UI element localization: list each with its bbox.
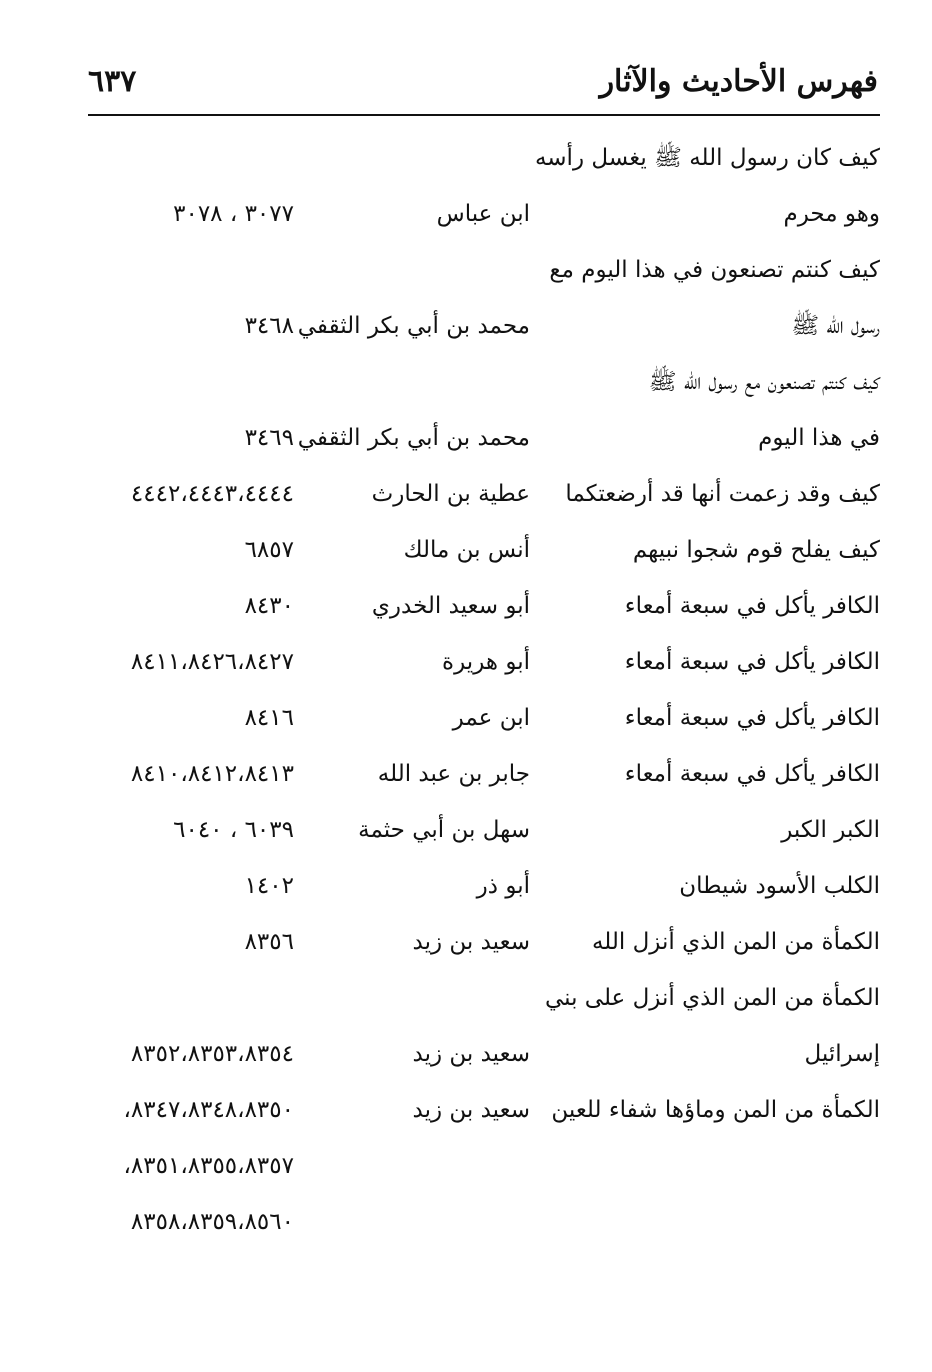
index-row: [0, 970, 932, 1026]
hadith-numbers: ٨٤١٦: [244, 705, 294, 731]
hadith-text: الكمأة من المن وماؤها شفاء للعين: [551, 1097, 880, 1123]
index-row: [0, 858, 932, 914]
index-row: [0, 410, 932, 466]
page-number: ٦٣٧: [88, 64, 137, 99]
hadith-text: كيف يفلح قوم شجوا نبيهم: [632, 537, 880, 563]
index-row: [0, 690, 932, 746]
hadith-numbers: ٨٤٣٠: [244, 593, 294, 619]
index-row: [0, 466, 932, 522]
narrator: أبو سعيد الخدري: [371, 593, 530, 619]
hadith-text: وهو محرم: [783, 201, 880, 227]
narrator: سعيد بن زيد: [412, 1041, 530, 1067]
hadith-numbers: ٣٠٧٧ ، ٣٠٧٨: [173, 201, 294, 227]
index-row: [0, 186, 932, 242]
index-row: [0, 1138, 932, 1194]
hadith-numbers: ٨٤١١،٨٤٢٦،٨٤٢٧: [130, 649, 294, 675]
hadith-numbers: ٣٤٦٨: [244, 313, 294, 339]
hadith-text: الكافر يأكل في سبعة أمعاء: [624, 705, 880, 731]
index-row: [0, 242, 932, 298]
narrator: أبو ذر: [476, 873, 530, 899]
hadith-text: الكافر يأكل في سبعة أمعاء: [624, 761, 880, 787]
hadith-text: رسول الله ﷺ: [791, 313, 880, 339]
index-row: [0, 1082, 932, 1138]
hadith-numbers: ١٤٠٢: [244, 873, 294, 899]
narrator: ابن عمر: [452, 705, 530, 731]
narrator: محمد بن أبي بكر الثقفي: [297, 313, 530, 339]
hadith-numbers: ٣٤٦٩: [244, 425, 294, 451]
hadith-numbers: ٨٣٥١،٨٣٥٥،٨٣٥٧،: [123, 1153, 294, 1179]
narrator: سهل بن أبي حثمة: [358, 817, 530, 843]
index-row: [0, 130, 932, 186]
index-row: [0, 354, 932, 410]
hadith-numbers: ٨٤١٠،٨٤١٢،٨٤١٣: [130, 761, 294, 787]
narrator: أبو هريرة: [442, 649, 530, 675]
index-row: [0, 746, 932, 802]
hadith-text: الكافر يأكل في سبعة أمعاء: [624, 593, 880, 619]
index-row: [0, 298, 932, 354]
index-row: [0, 914, 932, 970]
page-title: فهرس الأحاديث والآثار: [599, 64, 878, 99]
hadith-text: الكلب الأسود شيطان: [679, 873, 880, 899]
hadith-numbers: ٨٣٥٢،٨٣٥٣،٨٣٥٤: [130, 1041, 294, 1067]
index-row: [0, 802, 932, 858]
page-header: [88, 60, 878, 108]
index-row: [0, 1026, 932, 1082]
index-row: [0, 1194, 932, 1250]
narrator: أنس بن مالك: [403, 537, 530, 563]
hadith-text: كيف وقد زعمت أنها قد أرضعتكما: [565, 481, 880, 507]
narrator: محمد بن أبي بكر الثقفي: [297, 425, 530, 451]
index-row: [0, 578, 932, 634]
hadith-numbers: ٨٣٥٦: [244, 929, 294, 955]
hadith-text: الكمأة من المن الذي أنزل الله: [591, 929, 880, 955]
header-divider: [88, 114, 880, 116]
index-row: [0, 634, 932, 690]
narrator: ابن عباس: [436, 201, 530, 227]
hadith-text: كيف كنتم تصنعون في هذا اليوم مع: [549, 257, 880, 283]
narrator: جابر بن عبد الله: [377, 761, 530, 787]
index-row: [0, 522, 932, 578]
hadith-numbers: ٦٨٥٧: [244, 537, 294, 563]
narrator: سعيد بن زيد: [412, 1097, 530, 1123]
hadith-text: الكمأة من المن الذي أنزل على بني: [544, 985, 880, 1011]
hadith-text: كيف كنتم تصنعون مع رسول الله ﷺ: [648, 369, 880, 395]
hadith-text: الكبر الكبر: [781, 817, 880, 843]
narrator: عطية بن الحارث: [371, 481, 530, 507]
hadith-text: إسرائيل: [804, 1041, 880, 1067]
hadith-text: في هذا اليوم: [758, 425, 880, 451]
narrator: سعيد بن زيد: [412, 929, 530, 955]
hadith-numbers: ٨٣٥٨،٨٣٥٩،٨٥٦٠: [130, 1209, 294, 1235]
page-bottom-margin: [0, 1332, 932, 1372]
hadith-numbers: ٤٤٤٢،٤٤٤٣،٤٤٤٤: [130, 481, 294, 507]
hadith-numbers: ٨٣٤٧،٨٣٤٨،٨٣٥٠،: [123, 1097, 294, 1123]
hadith-text: كيف كان رسول الله ﷺ يغسل رأسه: [534, 145, 880, 171]
hadith-index-list: [0, 130, 932, 1250]
hadith-text: الكافر يأكل في سبعة أمعاء: [624, 649, 880, 675]
hadith-numbers: ٦٠٣٩ ، ٦٠٤٠: [173, 817, 294, 843]
